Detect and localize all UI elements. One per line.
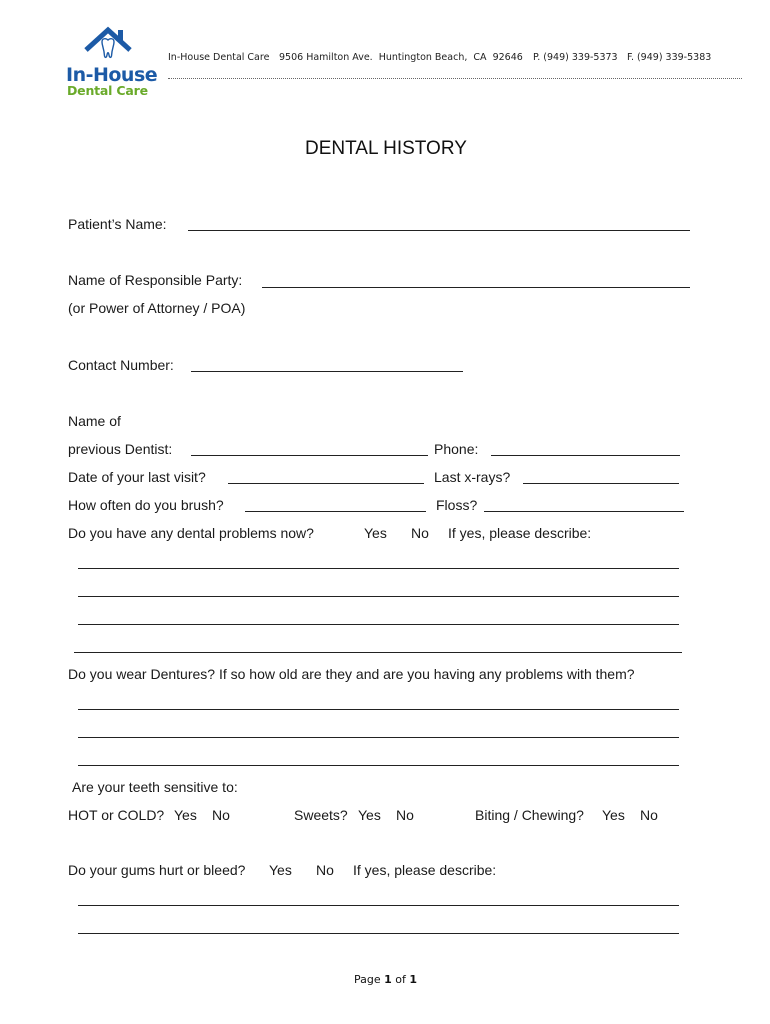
biting-label: Biting / Chewing? <box>475 807 584 823</box>
hot-cold-no[interactable]: No <box>212 807 230 823</box>
problems-description-line-1[interactable] <box>78 568 679 569</box>
brush-field[interactable] <box>245 511 426 512</box>
hot-cold-label: HOT or COLD? <box>68 807 165 823</box>
sweets-yes[interactable]: Yes <box>358 807 381 823</box>
floss-field[interactable] <box>484 511 684 512</box>
problems-now-question: Do you have any dental problems now? <box>68 525 314 541</box>
patient-name-field[interactable] <box>188 230 690 231</box>
gums-describe-label: If yes, please describe: <box>353 862 497 878</box>
gums-question: Do your gums hurt or bleed? <box>68 862 246 878</box>
practice-phone: P. (949) 339-5373 <box>533 52 618 63</box>
gums-yes[interactable]: Yes <box>269 862 292 878</box>
practice-fax: F. (949) 339-5383 <box>627 52 712 63</box>
sweets-label: Sweets? <box>294 807 348 823</box>
gums-line-1[interactable] <box>78 905 679 906</box>
responsible-party-field[interactable] <box>262 287 690 288</box>
last-xrays-label: Last x-rays? <box>434 469 511 485</box>
problems-now-describe-label: If yes, please describe: <box>448 525 592 541</box>
phone-field[interactable] <box>491 455 680 456</box>
problems-description-line-4[interactable] <box>74 652 682 653</box>
responsible-party-label: Name of Responsible Party: <box>68 272 243 288</box>
gums-no[interactable]: No <box>316 862 334 878</box>
sensitive-to-label: Are your teeth sensitive to: <box>72 779 238 795</box>
dentures-line-1[interactable] <box>78 709 679 710</box>
last-visit-field[interactable] <box>228 483 424 484</box>
biting-yes[interactable]: Yes <box>602 807 625 823</box>
logo-line2: Dental Care <box>67 83 148 98</box>
problems-description-line-3[interactable] <box>78 624 679 625</box>
dentures-line-3[interactable] <box>78 765 679 766</box>
page-total: 1 <box>409 973 418 986</box>
contact-number-label: Contact Number: <box>68 357 174 373</box>
biting-no[interactable]: No <box>640 807 658 823</box>
hot-cold-yes[interactable]: Yes <box>174 807 197 823</box>
problems-now-yes[interactable]: Yes <box>364 525 387 541</box>
practice-name: In-House Dental Care <box>168 52 270 63</box>
page-word: Page <box>354 973 381 986</box>
of-word: of <box>395 973 406 986</box>
problems-description-line-2[interactable] <box>78 596 679 597</box>
gums-line-2[interactable] <box>78 933 679 934</box>
page-current: 1 <box>384 973 392 986</box>
sweets-no[interactable]: No <box>396 807 414 823</box>
logo <box>62 26 162 98</box>
last-visit-label: Date of your last visit? <box>68 469 206 485</box>
header-divider <box>168 78 742 79</box>
patient-name-label: Patient’s Name: <box>68 216 167 232</box>
house-tooth-icon <box>82 26 134 62</box>
floss-label: Floss? <box>436 497 478 513</box>
previous-dentist-label-2: previous Dentist: <box>68 441 173 457</box>
problems-now-no[interactable]: No <box>411 525 429 541</box>
dentures-question: Do you wear Dentures? If so how old are they and are you having any problems with them? <box>68 666 635 682</box>
brush-label: How often do you brush? <box>68 497 224 513</box>
poa-note: (or Power of Attorney / POA) <box>68 300 246 316</box>
previous-dentist-label-1: Name of <box>68 413 121 429</box>
logo-line1: In-House <box>66 64 158 86</box>
page-title: DENTAL HISTORY <box>305 138 467 159</box>
contact-number-field[interactable] <box>191 371 463 372</box>
phone-label: Phone: <box>434 441 479 457</box>
page-number <box>354 973 417 986</box>
last-xrays-field[interactable] <box>523 483 679 484</box>
previous-dentist-field[interactable] <box>191 455 428 456</box>
dentures-line-2[interactable] <box>78 737 679 738</box>
practice-address: 9506 Hamilton Ave. Huntington Beach, CA 92646 <box>279 52 523 63</box>
